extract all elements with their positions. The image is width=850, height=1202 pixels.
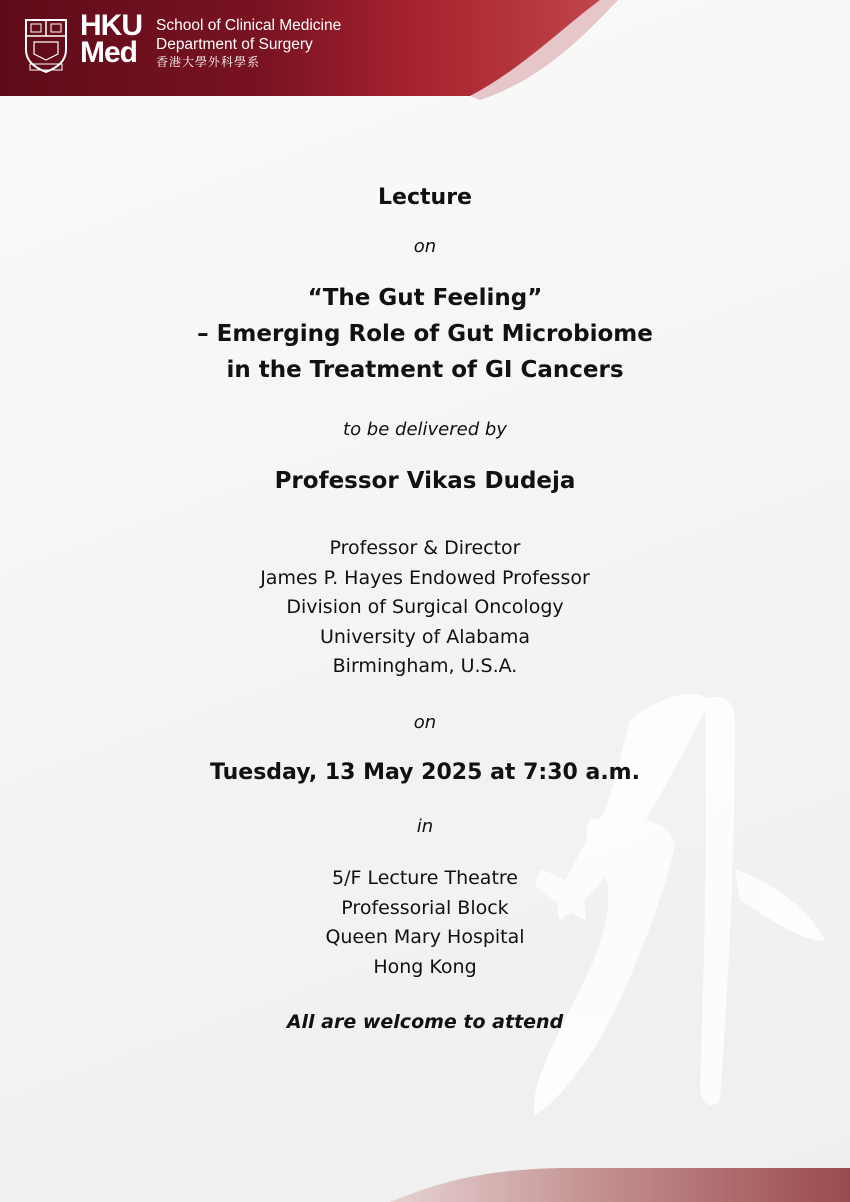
- venue-line: 5/F Lecture Theatre: [332, 867, 518, 889]
- affiliation-line: University of Alabama: [319, 625, 530, 648]
- venue-line: Professorial Block: [341, 896, 509, 919]
- brand-line-2: Med: [80, 36, 137, 69]
- venue-line: Hong Kong: [373, 955, 477, 978]
- brand-line-1: HKU: [80, 9, 142, 42]
- notice-heading: Lecture: [378, 185, 472, 210]
- affiliation-line: Professor & Director: [329, 537, 521, 559]
- delivered-by-text: to be delivered by: [343, 419, 507, 440]
- speaker-name: Professor Vikas Dudeja: [274, 468, 576, 494]
- affiliation-line: Division of Surgical Oncology: [286, 596, 564, 618]
- hku-crest-logo: [22, 16, 70, 74]
- title-line: – Emerging Role of Gut Microbiome: [197, 321, 653, 347]
- welcome-note: All are welcome to attend: [286, 1011, 564, 1033]
- connector-on-date: on: [413, 712, 437, 733]
- lecture-title: [0, 280, 850, 388]
- lecture-venue: [0, 864, 850, 982]
- venue-line: Queen Mary Hospital: [325, 926, 525, 948]
- footer-wave-band: [0, 1162, 850, 1202]
- hkumed-wordmark: [80, 9, 142, 69]
- school-name: School of Clinical Medicine: [156, 17, 342, 34]
- connector-in: in: [416, 816, 434, 837]
- department-name-block: [156, 16, 341, 71]
- affiliation-line: Birmingham, U.S.A.: [332, 655, 518, 677]
- title-line: in the Treatment of GI Cancers: [226, 357, 624, 383]
- affiliation-line: James P. Hayes Endowed Professor: [260, 566, 590, 589]
- speaker-affiliation: [0, 534, 850, 682]
- title-line: “The Gut Feeling”: [307, 285, 543, 311]
- connector-on: on: [413, 236, 437, 257]
- department-name: Department of Surgery: [156, 36, 313, 53]
- lecture-date-time: Tuesday, 13 May 2025 at 7:30 a.m.: [210, 760, 640, 785]
- department-chinese-name: 香港大學外科學系: [156, 55, 261, 69]
